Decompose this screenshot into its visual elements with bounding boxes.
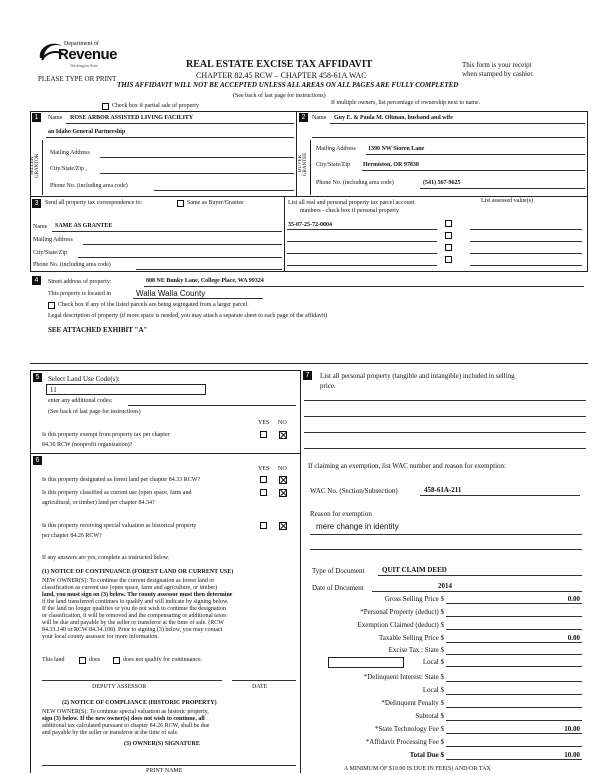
exempt-yes-checkbox[interactable] xyxy=(260,431,267,438)
tax-row-label: Local $ xyxy=(422,686,444,694)
notice-1-line: if the land transferred continues to qualify and will indicate by signing below. xyxy=(42,599,229,605)
instructions-note: (See back of last page for instructions) xyxy=(233,93,326,99)
tax-row-label: Exemption Claimed (deduct) $ xyxy=(357,621,444,629)
multiple-owners-note: If multiple owners, list percentage of ownership next to name. xyxy=(331,100,481,106)
type-print-note: PLEASE TYPE OR PRINT xyxy=(38,75,117,83)
notice-2-title: (2) NOTICE OF COMPLIANCE (HISTORIC PROPERTY) xyxy=(62,700,217,706)
forest-yes-header: YES xyxy=(258,466,270,472)
assessor-date-label: DATE xyxy=(252,684,268,690)
notice-1-line: will be due and payable by the seller or transferor at the time of sale. (RCW xyxy=(42,620,224,626)
parcels-label-2: numbers - check box if personal property xyxy=(300,208,399,214)
notice-2-line: NEW OWNER(S): To continue special valuation as historic property, xyxy=(42,709,209,715)
located-label: This property is located in xyxy=(48,291,111,297)
buyer-city-label: City/State/Zip xyxy=(316,162,350,168)
land-use-yes-header: YES xyxy=(258,420,270,426)
parcel-number-1[interactable]: 35-07-25-72-0004 xyxy=(288,222,332,228)
receipt-note-1: This form is your receipt xyxy=(462,61,532,69)
forest-question-3a: Is this property receiving special valuation as historical property xyxy=(42,523,197,529)
county-value[interactable]: Walla Walla County xyxy=(136,289,206,298)
form-warning: THIS AFFIDAVIT WILL NOT BE ACCEPTED UNLESS ALL AREAS ON ALL PAGES ARE FULLY COMPLETED xyxy=(117,81,459,89)
wac-label: WAC No. (Section/Subsection) xyxy=(310,487,398,495)
minimum-due-note: A MINIMUM OF $10.00 IS DUE IN FEE(S) AND/OR TAX xyxy=(344,766,491,772)
forest-q2-yes-checkbox[interactable] xyxy=(260,489,267,496)
section-5-number: 5 xyxy=(33,373,42,382)
owner-signature-title: (3) OWNER(S) SIGNATURE xyxy=(124,741,200,747)
exempt-no-checkbox-checked[interactable] xyxy=(279,431,287,439)
tax-row-label: *State Technology Fee $ xyxy=(374,725,444,733)
notice-1-line: your local county assessor for more information. xyxy=(42,634,159,640)
receipt-note-2: when stamped by cashier. xyxy=(462,70,534,78)
reason-label: Reason for exemption xyxy=(310,510,372,518)
tax-row-label: *Delinquent Interest: State $ xyxy=(363,673,444,681)
notice-2-line: and payable by the seller or transferor at the time of sale. xyxy=(42,730,179,736)
corr-name-label: Name xyxy=(33,224,48,230)
notice-1-body xyxy=(42,578,298,641)
if-yes-note: If any answers are yes, complete as instructed below. xyxy=(42,555,170,561)
tax-calc-table xyxy=(304,595,584,763)
segregated-checkbox[interactable] xyxy=(48,302,55,309)
notice-1-line: If the land no longer qualifies or you do not wish to continue the designation xyxy=(42,606,226,612)
doc-date-value[interactable]: 2014 xyxy=(438,582,452,590)
tax-row-label: Taxable Selling Price $ xyxy=(378,634,444,642)
seller-phone-label: Phone No. (including area code) xyxy=(50,183,128,189)
seller-mailing-label: Mailing Address xyxy=(50,150,90,156)
parcels-label-1: List all real and personal property tax parcel account xyxy=(288,200,415,206)
tax-row-label: Gross Selling Price $ xyxy=(384,595,444,603)
land-use-label: Select Land Use Code(s): xyxy=(48,375,120,383)
section-7-number: 7 xyxy=(303,371,312,380)
print-name-label: PRINT NAME xyxy=(146,768,183,774)
parcel-3-personal-checkbox[interactable] xyxy=(445,244,452,251)
deputy-assessor-label: DEPUTY ASSESSOR xyxy=(92,684,147,690)
forest-no-header: NO xyxy=(278,466,287,472)
doc-type-label: Type of Document xyxy=(312,567,365,575)
this-land-label: This land xyxy=(42,657,65,663)
buyer-name-label: Name xyxy=(312,115,327,121)
section-4-number: 4 xyxy=(32,276,41,285)
land-use-see-back: (See back of last page for instructions) xyxy=(48,409,141,415)
tax-row-label: *Personal Property (deduct) $ xyxy=(360,608,444,616)
notice-2-line: sign (3) below. If the new owner(s) does not wish to continue, all xyxy=(42,716,205,722)
same-as-buyer-checkbox[interactable] xyxy=(177,200,184,207)
partial-sale-label: Check box if partial sale of property xyxy=(112,103,199,109)
doc-date-label: Date of Document xyxy=(312,584,364,592)
seller-side-label: SELLER GRANTOR xyxy=(30,153,40,179)
forest-q2-no-checkbox-checked[interactable] xyxy=(279,489,287,497)
corr-phone-label: Phone No. (including area code) xyxy=(33,262,111,268)
logo-state-text: Washington State xyxy=(70,63,99,68)
street-address[interactable]: 808 NE Bunky Lane, College Place, WA 99324 xyxy=(146,278,264,284)
tax-row-label: Excise Tax : State $ xyxy=(388,646,444,654)
section-3-number: 3 xyxy=(32,199,41,208)
reason-value[interactable]: mere change in identity xyxy=(316,522,399,531)
land-does-not-checkbox[interactable] xyxy=(113,657,120,664)
notice-1-line: classification as current use (open space, farm and agriculture, or timber) xyxy=(42,585,218,591)
exempt-question-1: Is this property exempt from property tax per chapter xyxy=(42,432,170,438)
section-6-number: 6 xyxy=(33,456,42,465)
form-title: REAL ESTATE EXCISE TAX AFFIDAVIT xyxy=(186,59,373,70)
forest-q3-no-checkbox-checked[interactable] xyxy=(279,522,287,530)
segregated-label: Check box if any of the listed parcels are being segregated from a larger parcel. xyxy=(58,302,249,308)
local-rate-field[interactable] xyxy=(328,657,404,668)
tax-row-label: Subtotal $ xyxy=(415,712,444,720)
doc-type-value[interactable]: QUIT CLAIM DEED xyxy=(382,566,447,574)
forest-q3-yes-checkbox[interactable] xyxy=(260,522,267,529)
notice-1-line: land, you must sign on (3) below. The county assessor must then determine xyxy=(42,592,233,598)
corr-mailing-label: Mailing Address xyxy=(33,237,73,243)
corr-city-label: City/State/Zip xyxy=(33,250,67,256)
form-subtitle: CHAPTER 82.45 RCW – CHAPTER 458-61A WAC xyxy=(196,71,367,80)
land-does-not-label: does not qualify for continuance. xyxy=(123,657,203,663)
dor-logo xyxy=(36,38,126,72)
notice-1-line: 84.33.140 or RCW 84.34.108). Prior to signing (3) below, you may contact xyxy=(42,627,223,633)
tax-row-value[interactable]: 0.00 xyxy=(567,634,580,642)
tax-row-label: *Delinquent Penalty $ xyxy=(381,699,444,707)
notice-1-title: (1) NOTICE OF CONTINUANCE (FOREST LAND OR CURRENT USE) xyxy=(42,569,234,575)
exempt-question-2: 84.36 RCW (nonprofit organization)? xyxy=(42,442,133,448)
land-use-no-header: NO xyxy=(278,420,287,426)
personal-property-label-2: price. xyxy=(320,382,336,390)
notice-2-line: additional tax calculated pursuant to chapter 84.26 RCW, shall be due xyxy=(42,723,210,729)
forest-question-3b: per chapter 84.26 RCW? xyxy=(42,533,102,539)
partial-sale-checkbox[interactable] xyxy=(102,103,109,110)
seller-name-2[interactable]: an Idaho General Partnership xyxy=(48,129,126,135)
buyer-mailing-label: Mailing Address xyxy=(316,146,356,152)
section-1-number: 1 xyxy=(32,113,41,122)
buyer-name[interactable]: Guy E. & Paula M. Oltman, husband and wife xyxy=(334,115,453,121)
forest-question-1: Is this property designated as forest land per chapter 84.33 RCW? xyxy=(42,477,201,483)
seller-city-label: City/State/Zip , xyxy=(50,166,87,172)
buyer-phone[interactable]: (541) 567-9625 xyxy=(423,180,461,186)
additional-codes-label: enter any additional codes: xyxy=(48,398,113,404)
forest-question-2b: agricultural, or timber) land per chapter 84.34? xyxy=(42,500,155,506)
tax-row-value[interactable]: 10.00 xyxy=(564,751,580,759)
legal-label: Legal description of property (if more space is needed, you may attach a separate sheet to each page of the affidavit) xyxy=(48,313,328,319)
tax-row-label: Local $ xyxy=(422,658,444,666)
land-use-code-field[interactable] xyxy=(46,384,206,395)
land-does-label: does xyxy=(89,657,100,663)
seller-name[interactable]: ROSE ARBOR ASSISTED LIVING FACILITY xyxy=(70,115,194,121)
logo-name-text: Revenue xyxy=(58,46,118,63)
correspondence-label: Send all property tax correspondence to: xyxy=(45,200,143,206)
notice-2-body xyxy=(42,709,298,737)
legal-description[interactable]: SEE ATTACHED EXHIBIT "A" xyxy=(48,326,148,334)
street-label: Street address of property: xyxy=(48,279,112,285)
land-use-code-value: 11 xyxy=(50,386,57,394)
buyer-mailing[interactable]: 1390 NW Sioren Lane xyxy=(368,146,425,152)
wac-number[interactable]: 458-61A-211 xyxy=(424,486,462,494)
forest-q1-no-checkbox-checked[interactable] xyxy=(279,476,287,484)
parcel-2-personal-checkbox[interactable] xyxy=(445,232,452,239)
section-2-number: 2 xyxy=(299,113,308,122)
exemption-label: If claiming an exemption, list WAC number and reason for exemption: xyxy=(308,462,506,470)
seller-name-label: Name xyxy=(48,115,63,121)
forest-question-2a: Is this property classified as current use (open space, farm and xyxy=(42,490,192,496)
parcel-1-personal-checkbox[interactable] xyxy=(445,220,452,227)
land-does-checkbox[interactable] xyxy=(79,657,86,664)
parcel-4-personal-checkbox[interactable] xyxy=(445,256,452,263)
personal-property-label-1: List all personal property (tangible and intangible) included in selling xyxy=(320,372,515,380)
buyer-city[interactable]: Hermiston, OR 97838 xyxy=(363,162,419,168)
same-as-buyer-label: Same as Buyer/Grantee xyxy=(187,200,244,206)
corr-name[interactable]: SAME AS GRANTEE xyxy=(55,223,113,229)
tax-row-label: *Affidavit Processing Fee $ xyxy=(365,738,444,746)
buyer-side-label: BUYER GRANTEE xyxy=(298,152,308,176)
logo-dept-text: Department of xyxy=(64,41,99,47)
tax-row-value[interactable]: 10.00 xyxy=(564,725,580,733)
tax-row-label: Total Due $ xyxy=(409,751,444,759)
forest-q1-yes-checkbox[interactable] xyxy=(260,476,267,483)
buyer-phone-label: Phone No. (including area code) xyxy=(316,180,394,186)
notice-1-line: NEW OWNER(S): To continue the current designation as forest land or xyxy=(42,578,215,584)
notice-1-line: or classification, it will be removed and the compensating or additional taxes xyxy=(42,613,227,619)
assessed-label: List assessed value(s) xyxy=(481,198,533,204)
tax-row-value[interactable]: 0.00 xyxy=(567,595,580,603)
